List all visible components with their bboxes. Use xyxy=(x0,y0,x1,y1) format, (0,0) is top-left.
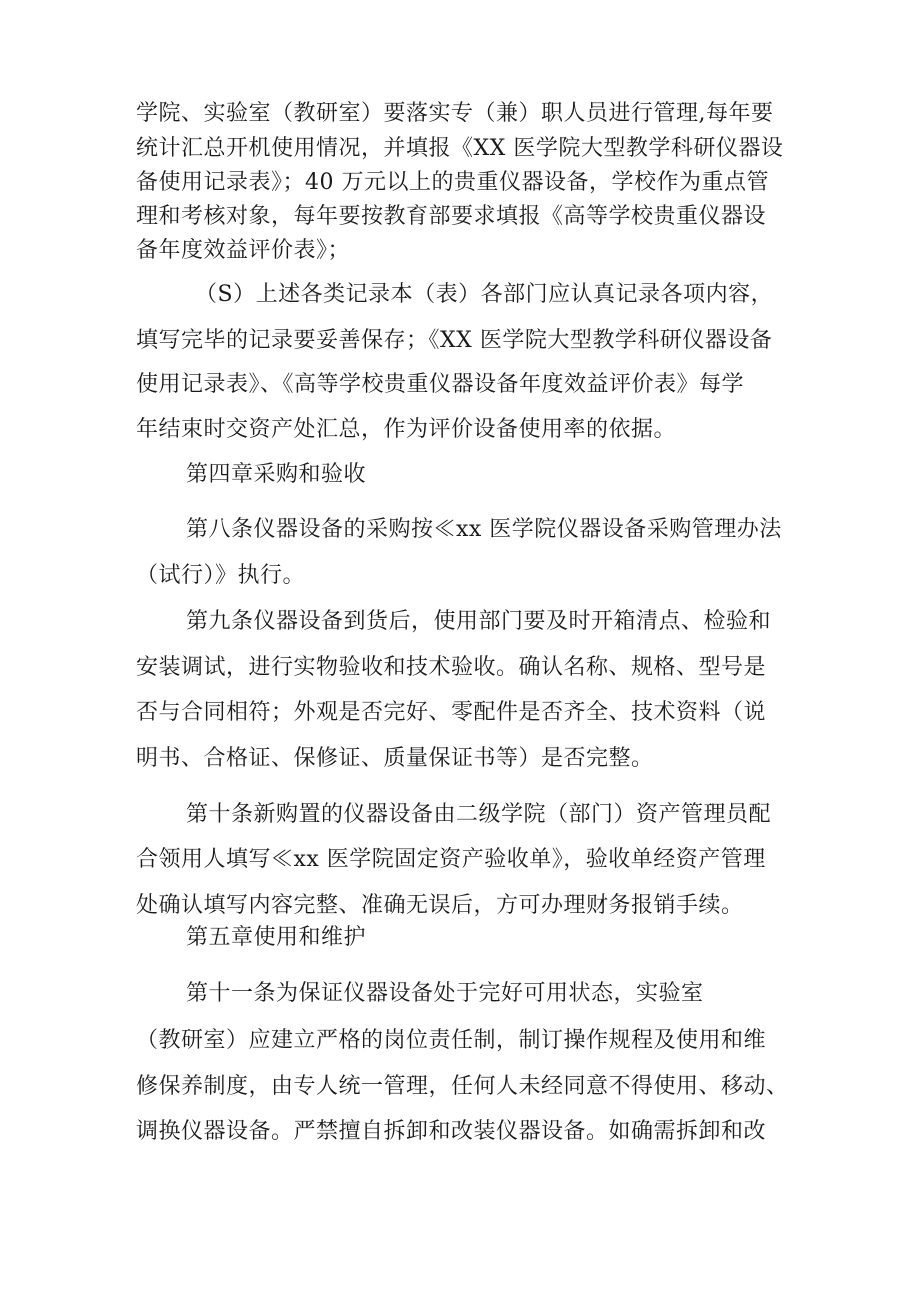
paragraph-line: 调换仪器设备。严禁擅自拆卸和改装仪器设备。如确需拆卸和改 xyxy=(136,1119,767,1144)
paragraph-line: 学院、实验室（教研室）要落实专（兼）职人员进行管理,每年要 xyxy=(136,101,774,126)
paragraph-line: 安装调试，进行实物验收和技术验收。确认名称、规格、型号是 xyxy=(136,655,767,680)
paragraph-line: 第十条新购置的仪器设备由二级学院（部门）资产管理员配 xyxy=(186,802,772,827)
paragraph-line: 第八条仪器设备的采购按≪xx 医学院仪器设备采购管理办法 xyxy=(186,517,782,542)
paragraph-line: （试行）》执行。 xyxy=(136,563,306,588)
paragraph-line: 合领用人填写≪xx 医学院固定资产验收单》，验收单经资产管理 xyxy=(136,847,766,872)
paragraph-line: 理和考核对象，每年要按教育部要求填报《高等学校贵重仪器设 xyxy=(136,204,767,229)
paragraph-line: 使用记录表》、《高等学校贵重仪器设备年度效益评价表》每学 xyxy=(136,372,745,397)
paragraph-line: （教研室）应建立严格的岗位责任制，制订操作规程及使用和维 xyxy=(136,1028,767,1053)
chapter-heading: 第五章使用和维护 xyxy=(186,925,367,950)
paragraph-line: （S）上述各类记录本（表）各部门应认真记录各项内容， xyxy=(195,282,774,307)
paragraph-line: 明书、合格证、保修证、质量保证书等）是否完整。 xyxy=(136,746,654,771)
paragraph-line: 备年度效益评价表》； xyxy=(136,238,351,263)
paragraph-line: 年结束时交资产处汇总，作为评价设备使用率的依据。 xyxy=(136,417,677,442)
paragraph-line: 统计汇总开机使用情况，并填报《XX 医学院大型教学科研仪器设 xyxy=(136,136,784,161)
paragraph-line: 第九条仪器设备到货后，使用部门要及时开箱清点、检验和 xyxy=(186,609,772,634)
paragraph-line: 处确认填写内容完整、准确无误后，方可办理财务报销手续。 xyxy=(136,893,744,918)
chapter-heading: 第四章采购和验收 xyxy=(186,462,367,487)
paragraph-line: 否与合同相符；外观是否完好、零配件是否齐全、技术资料（说 xyxy=(136,700,767,725)
paragraph-line: 备使用记录表》；40 万元以上的贵重仪器设备，学校作为重点管 xyxy=(136,170,769,195)
paragraph-line: 填写完毕的记录要妥善保存；《XX 医学院大型教学科研仪器设备 xyxy=(136,328,773,353)
paragraph-line: 第十一条为保证仪器设备处于完好可用状态，实验室 xyxy=(186,981,704,1006)
paragraph-line: 修保养制度，由专人统一管理，任何人未经同意不得使用、移动、 xyxy=(136,1074,789,1099)
